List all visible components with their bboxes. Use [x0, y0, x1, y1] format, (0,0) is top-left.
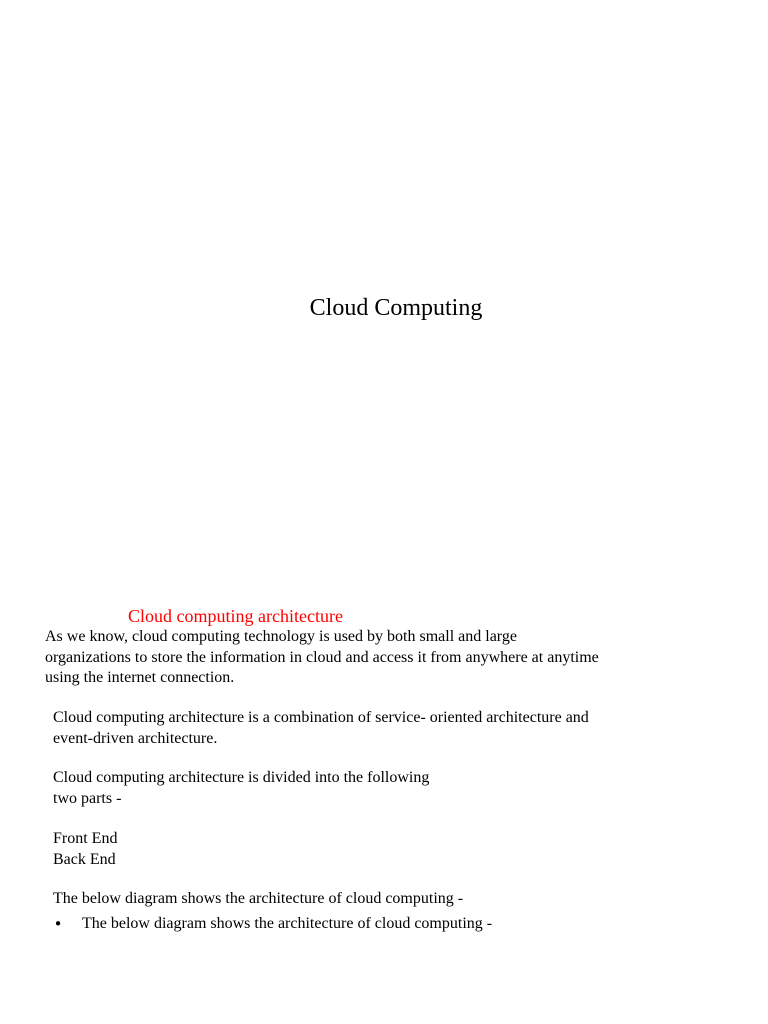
parts-list	[53, 829, 117, 870]
definition-line: event-driven architecture.	[53, 729, 218, 747]
intro-paragraph	[45, 627, 599, 689]
division-line: two parts -	[53, 789, 122, 807]
diagram-note-line: The below diagram shows the architecture of cloud computing -	[53, 890, 464, 907]
diagram-note	[53, 889, 463, 910]
section-heading: Cloud computing architecture	[128, 606, 343, 626]
bullet-icon: •	[53, 915, 63, 933]
definition-line: Cloud computing architecture is a combination of service- oriented architecture and	[53, 709, 589, 726]
intro-line: As we know, cloud computing technology is used by both small and large	[45, 628, 517, 645]
bullet-text: The below diagram shows the architecture of cloud computing -	[82, 915, 493, 932]
page-title: Cloud Computing	[309, 295, 483, 321]
part-front-end: Front End	[53, 830, 118, 847]
intro-line: using the internet connection.	[45, 669, 235, 686]
definition-paragraph	[53, 708, 589, 749]
intro-line: organizations to store the information in cloud and access it from anywhere at anytime	[45, 648, 599, 666]
part-back-end: Back End	[53, 850, 116, 868]
division-line: Cloud computing architecture is divided into the following	[53, 769, 430, 786]
division-paragraph	[53, 768, 429, 809]
